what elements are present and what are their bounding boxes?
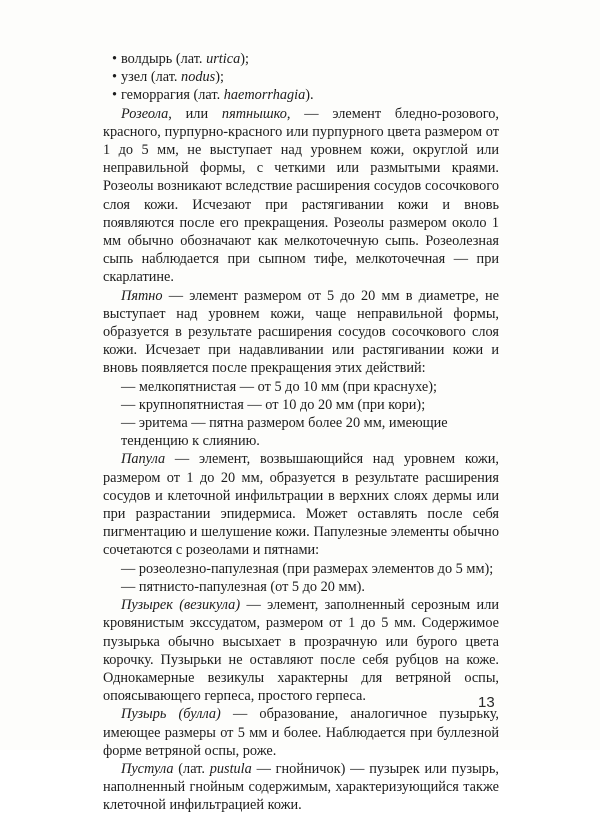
- paragraph-spot: Пятно — элемент размером от 5 до 20 мм в диаметре, не выступает над уровнем кожи, чаще неправильной формы, образуется в результате расширения сосудов сосочкового слоя кожи. Исчезает при надавливании или растягивании кожи и вновь появляется после прекращения этих действий:: [103, 287, 499, 377]
- list-item: — розеолезно-папулезная (при размерах элементов до 5 мм);: [121, 560, 494, 577]
- term-bulla: Пузырь (булла): [121, 706, 221, 723]
- list-item: — пятнисто-папулезная (от 5 до 20 мм).: [121, 578, 365, 595]
- term-papule: Папула: [121, 451, 166, 468]
- term-spot: Пятно: [121, 287, 163, 304]
- term-vesicle: Пузырек (везикула): [121, 597, 241, 614]
- bullet-icon: •: [112, 69, 118, 86]
- list-item: — мелкопятнистая — от 5 до 10 мм (при краснухе);: [121, 378, 437, 395]
- list-item: • геморрагия (лат. haemorrhagia).: [112, 87, 314, 104]
- page-body: [103, 50, 499, 815]
- paragraph-roseola: Розеола, или пятнышко, — элемент бледно-розового, красного, пурпурно-красного или пурпурного цвета размером от 1 до 5 мм, не выступает над уровнем кожи, округлой или неправильной формы, с четкими или размытыми краями. Розеолы возникают вследствие расширения сосудов сосочкового слоя кожи. Исчезают при растягивании кожи и вновь появляются после его прекращения. Розеолы размером около 1 мм обычно обозначают как мелкоточечную сыпь. Розеолезная сыпь наблюдается при сыпном тифе, мелкоточечная — при скарлатине.: [103, 105, 499, 286]
- bullet-icon: •: [112, 51, 118, 67]
- term-pustule: Пустула: [121, 760, 174, 777]
- element-list: [103, 50, 499, 105]
- paragraph-vesicle: Пузырек (везикула) — элемент, заполненный серозным или кровянистым экссудатом, размером от 1 до 5 мм. Содержимое пузырька обычно высыхает в прозрачную или бурого цвета корочку. Пузырьки не оставляют после себя рубцов на коже. Однокамерные везикулы характерны для ветряной оспы, опоясывающего герпеса, простого герпеса.: [103, 597, 499, 705]
- paragraph-papule: Папула — элемент, возвышающийся над уровнем кожи, размером от 1 до 20 мм, образуется в результате расширения сосудов и клеточной инфильтрации в верхних слоях дермы или при разрастании эпидермиса. Может оставлять после себя пигментацию и шелушение кожи. Папулезные элементы обычно сочетаются с розеолами и пятнами:: [103, 451, 499, 559]
- paragraph-pustule: Пустула (лат. pustula — гнойничок) — пузырек или пузырь, наполненный гнойным содержимым, характеризующийся также клеточной инфильтрацией кожи.: [103, 760, 499, 814]
- term-roseola-alt: пятнышко: [221, 105, 287, 122]
- paragraph-bulla: Пузырь (булла) — образование, аналогичное пузырьку, имеющее размеры от 5 мм и более. Наблюдается при буллезной форме ветряной оспы, роже.: [103, 706, 499, 759]
- list-item: • узел (лат. nodus);: [112, 69, 224, 86]
- list-item: — эритема — пятна размером более 20 мм, имеющие тенденцию к слиянию.: [121, 415, 448, 450]
- page-number: 13: [478, 694, 495, 711]
- list-item: • волдырь (лат. urtica);: [112, 51, 249, 67]
- bullet-icon: •: [112, 87, 118, 104]
- term-roseola: Розеола: [121, 105, 169, 122]
- list-item: — крупнопятнистая — от 10 до 20 мм (при кори);: [121, 396, 426, 413]
